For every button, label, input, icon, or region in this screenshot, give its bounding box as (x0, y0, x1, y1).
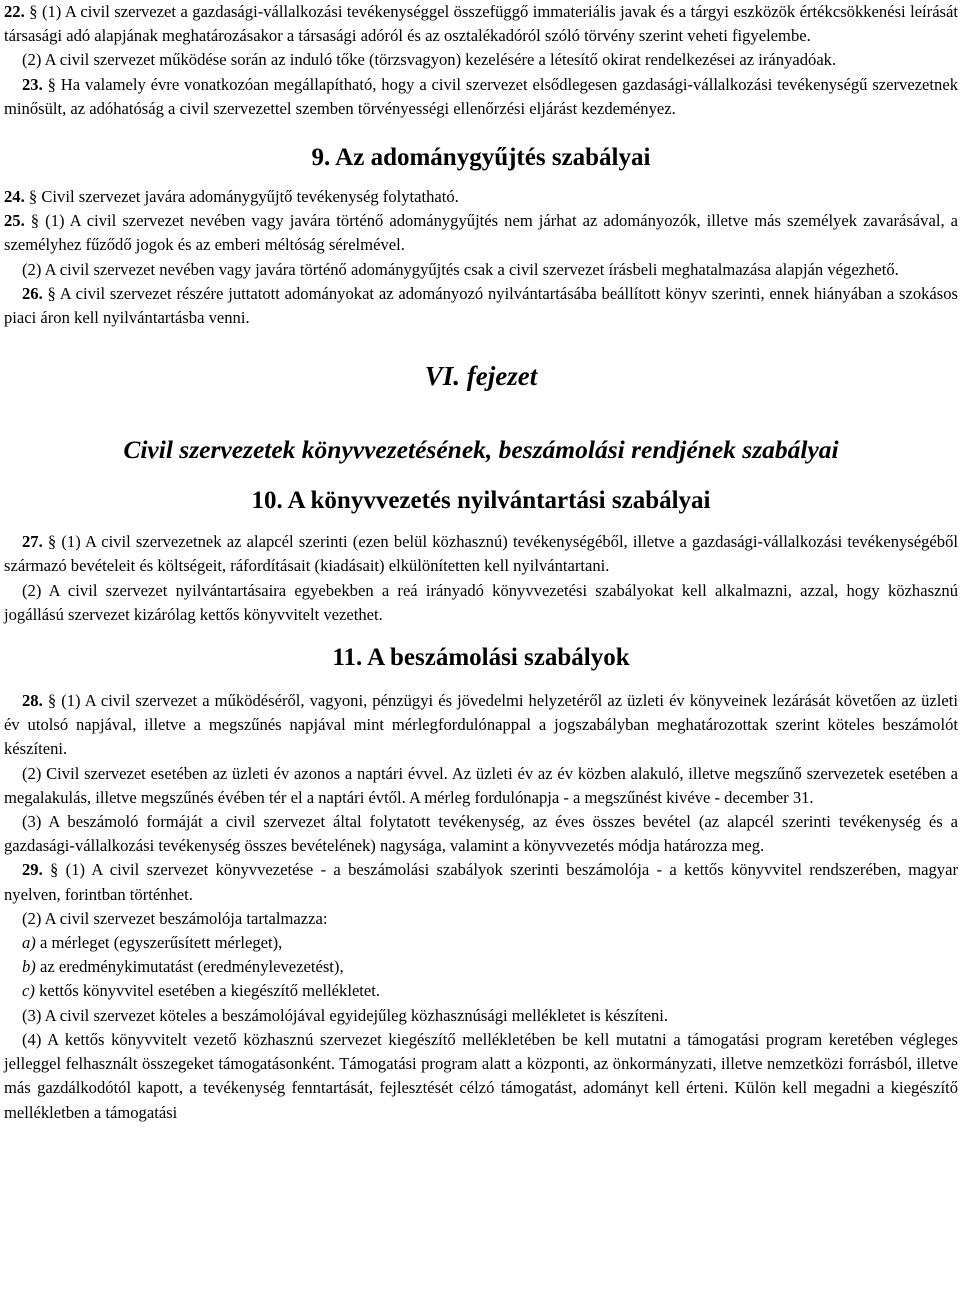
paragraph-text: (1) A civil szervezet nevében vagy javára történő adománygyűjtés nem járhat az adományozók, illetve más személyek zavarásával, a személyhez fűződő jogok és az emberi méltóság sérelmével. (4, 211, 959, 255)
chapter-title: Civil szervezetek könyvvezetésének, beszámolási rendjének szabályai (123, 435, 839, 465)
paragraph-28-3: (3) A beszámoló formáját a civil szervezet által folytatott tevékenység, az éves összes bevétel (az alapcél szerinti tevékenység és a gazdasági-vállalkozási tevékenység összes bevételének) nagysága, valamint a könyvvezetés módja határozza meg. (4, 812, 958, 856)
paragraph-text: Ha valamely évre vonatkozóan megállapítható, hogy a civil szervezet elsődlegesen gazdasági-vállalkozási tevékenységű szervezetnek minősült, az adóhatóság a civil szervezettel szemben törvényességi ellenőrzési eljárást kezdeményez. (4, 74, 958, 118)
paragraph-28-2: (2) Civil szervezet esetében az üzleti év azonos a naptári évvel. Az üzleti év az év közben alakuló, illetve megszűnő szervezetek esetében a megalakulás, illetve megszűnés évében tér el a naptári évtől. A mérleg fordulónapja - a megszűnést kivéve - december 31. (4, 763, 958, 807)
paragraph-29-4: (4) A kettős könyvvitelt vezető közhasznú szervezet kiegészítő mellékletében be kell mutatni a támogatási program keretében végleges jelleggel felhasznált összegeket támogatásonként. Támogatási program alatt a központi, az önkormányzati, illetve nemzetközi forrásból, illetve más gazdálkodótól kapott, a tevékenység fenntartását, fejlesztését célzó támogatást, adományt kell érteni. Külön kell megadni a kiegészítő mellékletben a támogatási (4, 1029, 958, 1122)
paragraph-25-1: 25. § (1) A civil szervezet nevében vagy javára történő adománygyűjtés nem járhat az adományozók, illetve más személyek zavarásával, a személyhez fűződő jogok és az emberi méltóság sérelmével. (4, 211, 959, 255)
paragraph-number: 27. (22, 532, 43, 552)
list-text: kettős könyvvitel esetében a kiegészítő mellékletet. (39, 981, 381, 1001)
paragraph-26: 26. § A civil szervezet részére juttatott adományokat az adományozó nyilvántartásába beállított könyv szerinti, ennek hiányában a szokásos piaci áron kell nyilvántartásba venni. (4, 283, 958, 328)
paragraph-text: (1) A civil szervezet könyvvezetése - a beszámolási szabályok szerinti beszámolója - a kettős könyvvitel rendszerében, magyar nyelven, forintban történhet. (4, 860, 958, 904)
paragraph-number: 22. (4, 2, 25, 21)
section-heading-11: 11. A beszámolási szabályok (332, 644, 630, 672)
paragraph-text: (1) A civil szervezetnek az alapcél szerinti (ezen belül közhasznú) tevékenységéből, illetve a gazdasági-vállalkozási tevékenységéből származó bevételeit és költségeit, ráfordításait (kiadásait) elkülönítetten kell nyilvántartani. (4, 532, 958, 576)
paragraph-25-2: (2) A civil szervezet nevében vagy javára történő adománygyűjtés csak a civil szervezet írásbeli meghatalmazása alapján végezhető. (22, 259, 899, 279)
paragraph-29-2: (2) A civil szervezet beszámolója tartalmazza: (22, 908, 328, 928)
list-label: a) (22, 933, 36, 953)
paragraph-text: Civil szervezet javára adománygyűjtő tevékenység folytatható. (41, 187, 459, 207)
paragraph-22-1: 22. § (1) A civil szervezet a gazdasági-vállalkozási tevékenységgel összefüggő immateriális javak és a tárgyi eszközök értékcsökkenési leírását társasági adó alapjának meghatározásakor a társasági adóról és az osztalékadóról szóló törvény szerint veheti figyelembe. (4, 2, 958, 46)
paragraph-number: 23. (22, 74, 43, 94)
paragraph-text: A civil szervezet részére juttatott adományokat az adományozó nyilvántartásába beállított könyv szerinti, ennek hiányában a szokásos piaci áron kell nyilvántartásba venni. (4, 283, 958, 328)
paragraph-number: 26. (22, 283, 43, 303)
section-heading-9: 9. Az adománygyűjtés szabályai (311, 144, 651, 172)
paragraph-number: 28. (22, 691, 43, 711)
paragraph-22-2: (2) A civil szervezet működése során az induló tőke (törzsvagyon) kezelésére a létesítő okirat rendelkezései az irányadóak. (22, 50, 837, 70)
paragraph-28-1: 28. § (1) A civil szervezet a működéséről, vagyoni, pénzügyi és jövedelmi helyzetéről az üzleti év könyveinek lezárását követően az üzleti év utolsó napjával, illetve a megszűnés napjával mint mérlegfordulónappal a jogszabályban meghatározottak szerint köteles beszámolót készíteni. (4, 691, 958, 759)
section-heading-10: 10. A könyvvezetés nyilvántartási szabályai (251, 487, 711, 515)
paragraph-24: 24. § Civil szervezet javára adománygyűjtő tevékenység folytatható. (4, 187, 459, 207)
list-label: c) (22, 981, 35, 1001)
paragraph-text: (1) A civil szervezet a gazdasági-vállalkozási tevékenységgel összefüggő immateriális javak és a tárgyi eszközök értékcsökkenési leírását társasági adó alapjának meghatározásakor a társasági adóról és az osztalékadóról szóló törvény szerint veheti figyelembe. (4, 2, 958, 46)
paragraph-number: 25. (4, 211, 25, 231)
list-item-a (4, 931, 958, 955)
paragraph-27-1: 27. § (1) A civil szervezetnek az alapcél szerinti (ezen belül közhasznú) tevékenységéből, illetve a gazdasági-vállalkozási tevékenységéből származó bevételeit és költségeit, ráfordításait (kiadásait) elkülönítetten kell nyilvántartani. (4, 532, 958, 576)
list-item-c (4, 979, 958, 1003)
document-page (4, 0, 958, 1125)
list-text: a mérleget (egyszerűsített mérleget), (39, 933, 283, 953)
paragraph-29-3: (3) A civil szervezet köteles a beszámolójával egyidejűleg közhasznúsági mellékletet is készíteni. (22, 1005, 669, 1025)
paragraph-29-1: 29. § (1) A civil szervezet könyvvezetése - a beszámolási szabályok szerinti beszámolója - a kettős könyvvitel rendszerében, magyar nyelven, forintban történhet. (4, 860, 958, 904)
list-item-b (4, 955, 958, 979)
paragraph-number: 24. (4, 187, 25, 207)
paragraph-27-2: (2) A civil szervezet nyilvántartásaira egyebekben a reá irányadó könyvvezetési szabályokat kell alkalmazni, azzal, hogy közhasznú jogállású szervezet kizárólag kettős könyvvitelt vezethet. (4, 580, 958, 624)
paragraph-number: 29. (22, 860, 43, 880)
chapter-heading: VI. fejezet (424, 361, 538, 392)
list-label: b) (22, 957, 36, 977)
paragraph-text: (1) A civil szervezet a működéséről, vagyoni, pénzügyi és jövedelmi helyzetéről az üzleti év könyveinek lezárását követően az üzleti év utolsó napjával, illetve a megszűnés napjával mint mérlegfordulónappal a jogszabályban meghatározottak szerint köteles beszámolót készíteni. (4, 691, 958, 759)
paragraph-23: 23. § Ha valamely évre vonatkozóan megállapítható, hogy a civil szervezet elsődlegesen gazdasági-vállalkozási tevékenységű szervezetnek minősült, az adóhatóság a civil szervezettel szemben törvényességi ellenőrzési eljárást kezdeményez. (4, 74, 958, 118)
list-text: az eredménykimutatást (eredménylevezetést), (39, 957, 344, 977)
